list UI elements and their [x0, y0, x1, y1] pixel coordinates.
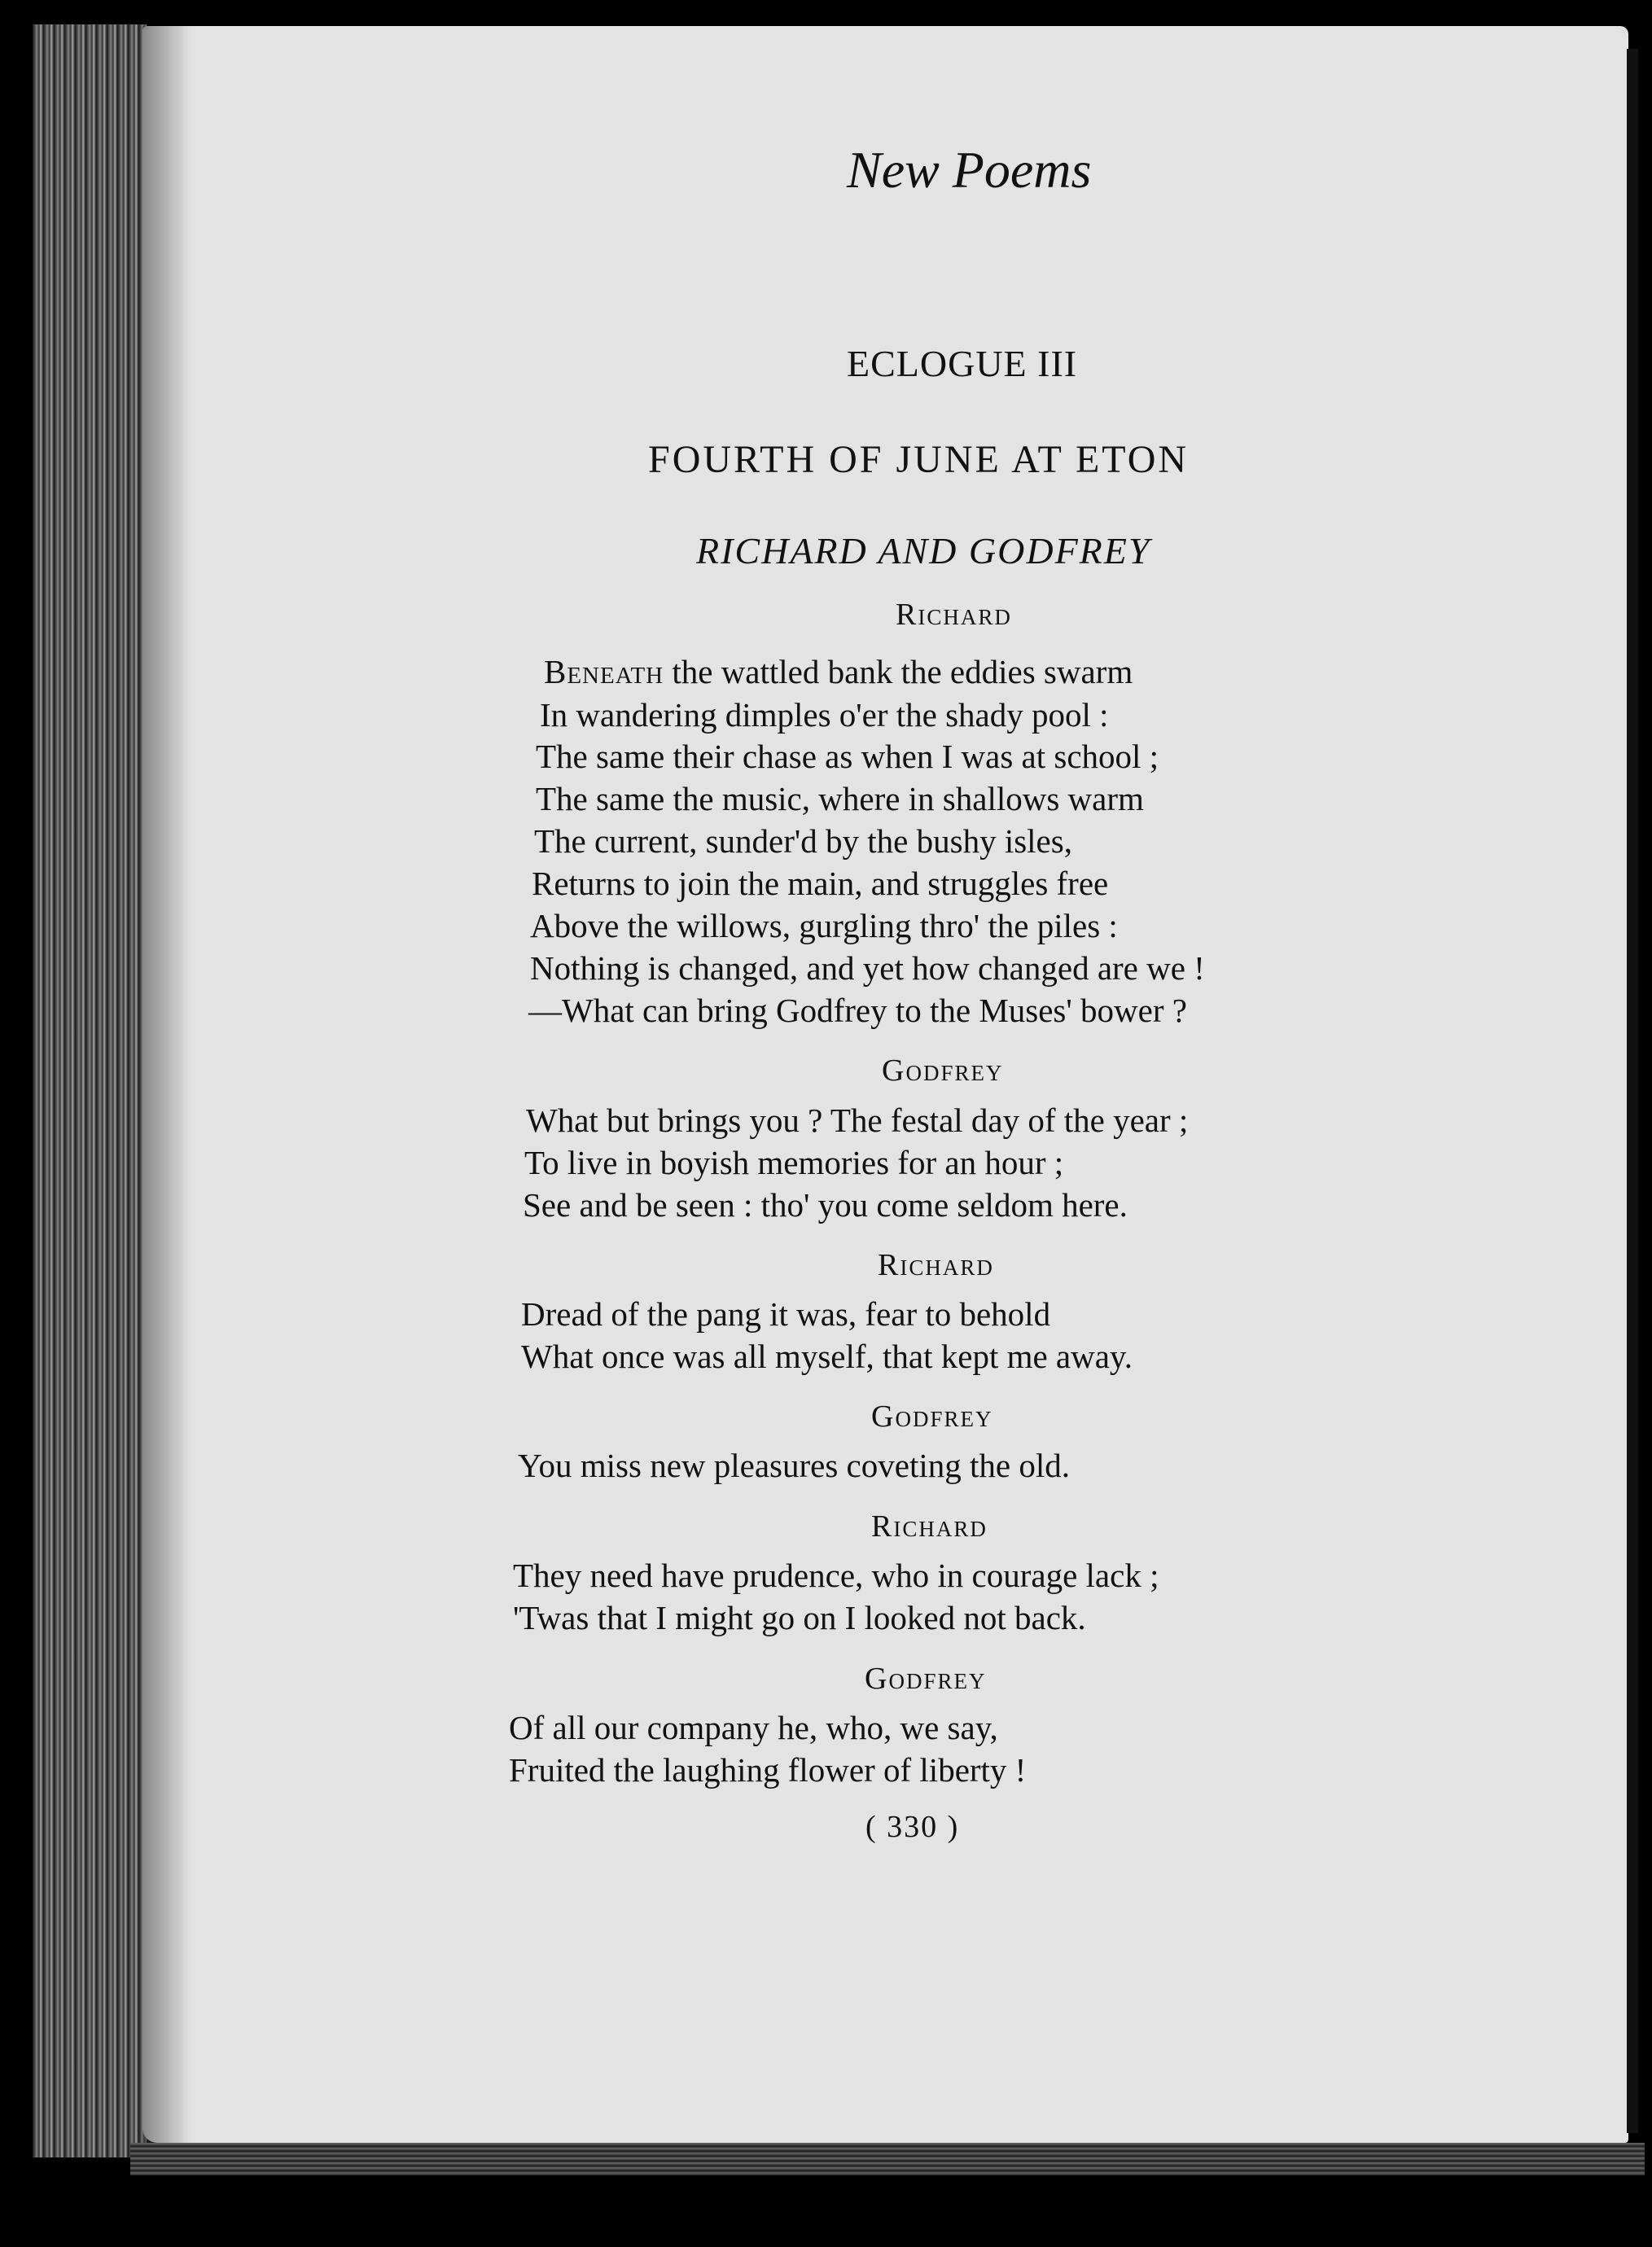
verse-line: Dread of the pang it was, fear to behold: [521, 1295, 1051, 1333]
poem-title: ECLOGUE III: [847, 343, 1078, 384]
verse-line: What but brings you ? The festal day of the year ;: [526, 1102, 1189, 1139]
speaker-label: Richard: [871, 1509, 988, 1544]
verse-line: In wandering dimples o'er the shady pool :: [540, 696, 1109, 734]
poem-characters: RICHARD AND GODFREY: [696, 530, 1151, 572]
speaker-label: Godfrey: [865, 1662, 987, 1696]
speaker-label: Godfrey: [871, 1399, 993, 1434]
gutter-shadow: [142, 26, 191, 2143]
verse-line: You miss new pleasures coveting the old.: [518, 1447, 1070, 1484]
speaker-label: Richard: [878, 1248, 994, 1282]
verse-line: Returns to join the main, and struggles free: [532, 865, 1109, 902]
verse-line: [544, 652, 1133, 691]
speaker-label: Richard: [896, 598, 1012, 632]
verse-line: They need have prudence, who in courage lack ;: [513, 1557, 1159, 1594]
page-number: ( 330 ): [865, 1810, 960, 1844]
poem-subtitle: FOURTH OF JUNE AT ETON: [648, 438, 1190, 481]
verse-line: Fruited the laughing flower of liberty !: [509, 1751, 1027, 1789]
right-page-edge: [1627, 49, 1638, 2133]
verse-first-word: Beneath: [544, 653, 664, 690]
running-head: New Poems: [847, 141, 1092, 199]
verse-line: 'Twas that I might go on I looked not back.: [513, 1599, 1086, 1636]
bottom-page-edge: [130, 2143, 1645, 2175]
verse-line: —What can bring Godfrey to the Muses' bower ?: [528, 992, 1187, 1029]
verse-line: The same their chase as when I was at school ;: [536, 738, 1159, 775]
verse-line: See and be seen : tho' you come seldom here.: [523, 1186, 1128, 1224]
verse-line: Of all our company he, who, we say,: [509, 1709, 998, 1746]
verse-line: The same the music, where in shallows warm: [536, 780, 1144, 817]
verse-line-rest: the wattled bank the eddies swarm: [664, 653, 1133, 690]
verse-line: To live in boyish memories for an hour ;: [524, 1144, 1064, 1181]
page-edges: [33, 24, 147, 2157]
verse-line: Nothing is changed, and yet how changed are we !: [530, 949, 1205, 987]
verse-line: The current, sunder'd by the bushy isles,: [534, 822, 1072, 860]
verse-line: Above the willows, gurgling thro' the piles :: [530, 907, 1118, 944]
speaker-label: Godfrey: [882, 1053, 1004, 1088]
verse-line: What once was all myself, that kept me away.: [521, 1338, 1133, 1375]
